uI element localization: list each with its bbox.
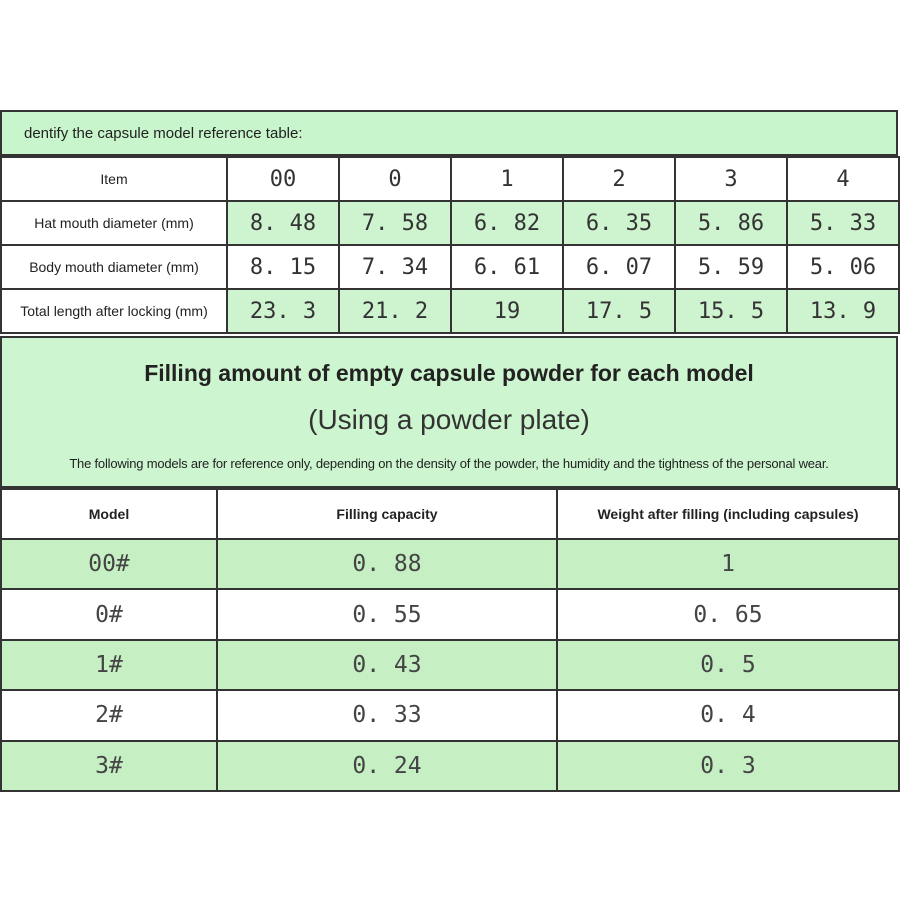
capacity-cell: 0. 88 xyxy=(217,539,557,589)
reference-table xyxy=(0,156,900,334)
row-label: Total length after locking (mm) xyxy=(1,289,227,333)
weight-cell: 1 xyxy=(557,539,899,589)
row-label: Hat mouth diameter (mm) xyxy=(1,201,227,245)
model-cell: 1# xyxy=(1,640,217,690)
row-label: Body mouth diameter (mm) xyxy=(1,245,227,289)
table-cell: 5. 06 xyxy=(787,245,899,289)
capacity-cell: 0. 24 xyxy=(217,741,557,791)
model-cell: 3# xyxy=(1,741,217,791)
weight-cell: 0. 65 xyxy=(557,589,899,639)
filling-section-header xyxy=(0,336,898,488)
header-cell: 1 xyxy=(451,157,563,201)
table-cell: 6. 07 xyxy=(563,245,675,289)
table-cell: 15. 5 xyxy=(675,289,787,333)
header-cell: 2 xyxy=(563,157,675,201)
model-cell: 0# xyxy=(1,589,217,639)
table-cell: 7. 58 xyxy=(339,201,451,245)
model-cell: 2# xyxy=(1,690,217,740)
table-row xyxy=(1,539,899,589)
section-heading: Filling amount of empty capsule powder for each model xyxy=(144,360,754,386)
table-row xyxy=(1,690,899,740)
table-cell: 6. 82 xyxy=(451,201,563,245)
filling-table xyxy=(0,488,900,792)
header-cell: Item xyxy=(1,157,227,201)
reference-header-row xyxy=(1,157,899,201)
table-row xyxy=(1,589,899,639)
table-cell: 13. 9 xyxy=(787,289,899,333)
filling-header-row xyxy=(1,489,899,539)
table-cell: 6. 35 xyxy=(563,201,675,245)
table-cell: 19 xyxy=(451,289,563,333)
capacity-cell: 0. 43 xyxy=(217,640,557,690)
model-cell: 00# xyxy=(1,539,217,589)
table-row xyxy=(1,201,899,245)
reference-table-title: dentify the capsule model reference table: xyxy=(0,110,898,156)
header-cell: 0 xyxy=(339,157,451,201)
reference-note: The following models are for reference only, depending on the density of the powder, the humidity and the tightness of the personal wear. xyxy=(69,456,829,471)
table-cell: 17. 5 xyxy=(563,289,675,333)
table-row xyxy=(1,741,899,791)
weight-cell: 0. 3 xyxy=(557,741,899,791)
weight-cell: 0. 5 xyxy=(557,640,899,690)
column-header: Weight after filling (including capsules) xyxy=(557,489,899,539)
weight-cell: 0. 4 xyxy=(557,690,899,740)
column-header: Model xyxy=(1,489,217,539)
section-subheading: (Using a powder plate) xyxy=(308,404,590,435)
table-row xyxy=(1,289,899,333)
table-cell: 5. 86 xyxy=(675,201,787,245)
table-cell: 21. 2 xyxy=(339,289,451,333)
header-cell: 00 xyxy=(227,157,339,201)
table-cell: 8. 15 xyxy=(227,245,339,289)
table-cell: 6. 61 xyxy=(451,245,563,289)
header-cell: 3 xyxy=(675,157,787,201)
table-cell: 23. 3 xyxy=(227,289,339,333)
table-row xyxy=(1,640,899,690)
table-row xyxy=(1,245,899,289)
column-header: Filling capacity xyxy=(217,489,557,539)
table-cell: 5. 33 xyxy=(787,201,899,245)
table-cell: 7. 34 xyxy=(339,245,451,289)
capacity-cell: 0. 33 xyxy=(217,690,557,740)
table-cell: 5. 59 xyxy=(675,245,787,289)
capacity-cell: 0. 55 xyxy=(217,589,557,639)
header-cell: 4 xyxy=(787,157,899,201)
table-cell: 8. 48 xyxy=(227,201,339,245)
